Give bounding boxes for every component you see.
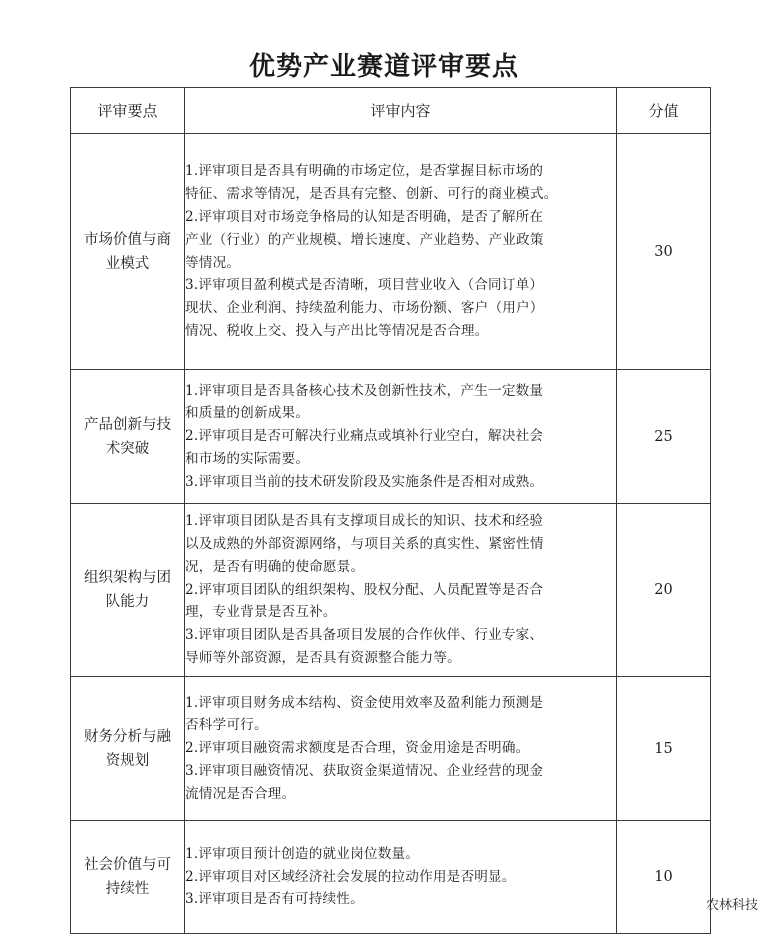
content-cell xyxy=(185,134,617,370)
table-row xyxy=(71,370,711,504)
score-cell: 25 xyxy=(617,370,711,504)
content-line: 1.评审项目是否具有明确的市场定位，是否掌握目标市场的 xyxy=(185,163,544,180)
criterion-line: 产品创新与技 xyxy=(84,416,171,433)
content-line: 和市场的实际需要。 xyxy=(185,450,310,467)
content-line: 等情况。 xyxy=(185,254,241,271)
criterion-line: 财务分析与融 xyxy=(84,728,171,745)
criterion-line: 持续性 xyxy=(105,881,150,897)
watermark-text: 农林科技 xyxy=(705,898,758,913)
content-line: 2.评审项目对区域经济社会发展的拉动作用是否明显。 xyxy=(185,868,516,885)
content-line: 产业（行业）的产业规模、增长速度、产业趋势、产业政策 xyxy=(185,231,544,248)
content-cell xyxy=(185,504,617,677)
content-line: 1.评审项目是否具备核心技术及创新性技术，产生一定数量 xyxy=(185,382,544,399)
criterion-line: 组织架构与团 xyxy=(84,570,171,586)
content-line: 导师等外部资源，是否具有资源整合能力等。 xyxy=(185,649,461,666)
score-cell: 30 xyxy=(617,134,711,370)
header-score: 分值 xyxy=(617,88,711,134)
content-line: 2.评审项目融资需求额度是否合理，资金用途是否明确。 xyxy=(185,740,530,757)
criterion-cell xyxy=(71,677,185,821)
criterion-line: 队能力 xyxy=(105,594,150,610)
score-cell: 15 xyxy=(617,677,711,821)
content-line: 1.评审项目团队是否具有支撑项目成长的知识、技术和经验 xyxy=(185,513,544,530)
content-line: 以及成熟的外部资源网络，与项目关系的真实性、紧密性情 xyxy=(185,536,544,552)
content-cell xyxy=(185,370,617,504)
content-line: 情况、税收上交、投入与产出比等情况是否合理。 xyxy=(185,322,489,339)
score-cell: 10 xyxy=(617,821,711,934)
content-line: 况，是否有明确的使命愿景。 xyxy=(185,558,365,575)
table-row xyxy=(71,677,711,821)
table-row xyxy=(71,134,711,370)
criterion-cell xyxy=(71,821,185,934)
table-header-row xyxy=(71,88,711,134)
header-criterion: 评审要点 xyxy=(71,88,185,134)
content-line: 理，专业背景是否互补。 xyxy=(185,604,337,621)
content-line: 2.评审项目团队的组织架构、股权分配、人员配置等是否合 xyxy=(185,581,544,598)
table-row xyxy=(71,504,711,677)
content-line: 3.评审项目融资情况、获取资金渠道情况、企业经营的现金 xyxy=(185,762,544,779)
content-line: 3.评审项目盈利模式是否清晰，项目营业收入（合同订单） xyxy=(185,277,544,294)
content-line: 2.评审项目对市场竞争格局的认知是否明确，是否了解所在 xyxy=(185,208,544,225)
content-line: 1.评审项目财务成本结构、资金使用效率及盈利能力预测是 xyxy=(185,694,544,711)
criterion-cell xyxy=(71,134,185,370)
content-line: 3.评审项目是否有可持续性。 xyxy=(185,891,364,908)
review-criteria-table xyxy=(70,87,711,934)
criterion-line: 社会价值与可 xyxy=(84,857,171,873)
content-line: 1.评审项目预计创造的就业岗位数量。 xyxy=(185,845,420,862)
content-line: 特征、需求等情况，是否具有完整、创新、可行的商业模式。 xyxy=(185,186,558,203)
header-content: 评审内容 xyxy=(185,88,617,134)
table-row xyxy=(71,821,711,934)
criterion-cell xyxy=(71,370,185,504)
content-line: 否科学可行。 xyxy=(185,717,268,734)
criterion-line: 市场价值与商 xyxy=(84,231,171,248)
document-title: 优势产业赛道评审要点 xyxy=(248,52,519,82)
content-line: 3.评审项目当前的技术研发阶段及实施条件是否相对成熟。 xyxy=(185,473,544,490)
criterion-line: 业模式 xyxy=(105,255,150,272)
content-cell xyxy=(185,677,617,821)
content-line: 3.评审项目团队是否具备项目发展的合作伙伴、行业专家、 xyxy=(185,627,544,644)
criterion-cell xyxy=(71,504,185,677)
content-line: 现状、企业利润、持续盈利能力、市场份额、客户（用户） xyxy=(185,300,544,317)
criterion-line: 资规划 xyxy=(105,752,150,769)
content-cell xyxy=(185,821,617,934)
content-line: 流情况是否合理。 xyxy=(185,785,296,802)
criterion-line: 术突破 xyxy=(105,440,150,457)
content-line: 2.评审项目是否可解决行业痛点或填补行业空白，解决社会 xyxy=(185,428,544,445)
score-cell: 20 xyxy=(617,504,711,677)
content-line: 和质量的创新成果。 xyxy=(185,405,310,422)
